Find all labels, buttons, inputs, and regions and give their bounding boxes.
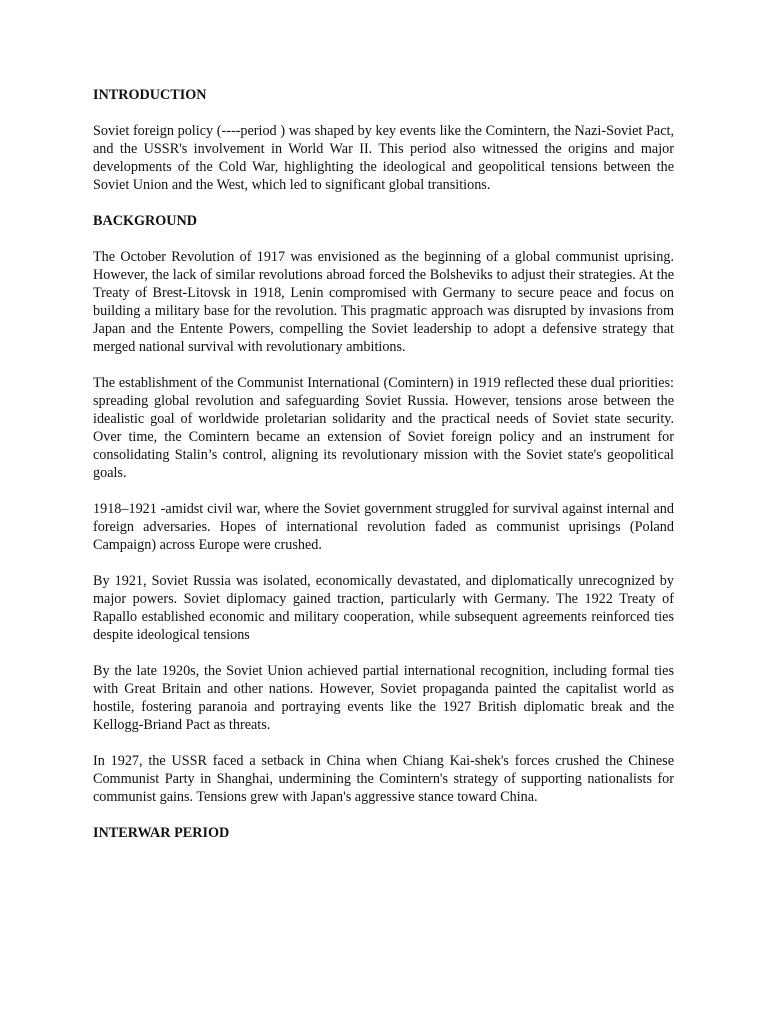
heading-interwar-period: INTERWAR PERIOD (93, 825, 230, 841)
paragraph-october-revolution: The October Revolution of 1917 was envisioned as the beginning of a global communist uprising. However, the lack of similar revolutions abroad forced the Bolsheviks to adjust their strategies. At the Treaty of Brest-Litovsk in 1918, Lenin compromised with Germany to secure peace and focus on building a military base for the revolution. This pragmatic approach was disrupted by invasions from Japan and the Entente Powers, compelling the Soviet leadership to adopt a defensive strategy that merged national survival with revolutionary ambitions. (93, 249, 674, 355)
paragraph-comintern: The establishment of the Communist International (Comintern) in 1919 reflected these dual priorities: spreading global revolution and safeguarding Soviet Russia. However, tensions arose between the idealistic goal of worldwide proletarian solidarity and the practical needs of Soviet state security. Over time, the Comintern became an extension of Soviet foreign policy and an instrument for consolidating Stalin’s control, aligning its revolutionary mission with the Soviet state's geopolitical goals. (93, 375, 674, 481)
paragraph-late-1920s: By the late 1920s, the Soviet Union achieved partial international recognition, including formal ties with Great Britain and other nations. However, Soviet propaganda painted the capitalist world as hostile, fostering paranoia and portraying events like the 1927 British diplomatic break and the Kellogg-Briand Pact as threats. (93, 663, 674, 733)
paragraph-civil-war: 1918–1921 -amidst civil war, where the Soviet government struggled for survival against internal and foreign adversaries. Hopes of international revolution faded as communist uprisings (Poland Campaign) across Europe were crushed. (93, 501, 674, 553)
document-page (93, 86, 674, 860)
heading-background: BACKGROUND (93, 213, 198, 229)
heading-introduction: INTRODUCTION (93, 87, 207, 103)
paragraph-isolation-1921: By 1921, Soviet Russia was isolated, economically devastated, and diplomatically unrecognized by major powers. Soviet diplomacy gained traction, particularly with Germany. The 1922 Treaty of Rapallo established economic and military cooperation, while subsequent agreements reinforced ties despite ideological tensions (93, 573, 674, 643)
paragraph-china-1927: In 1927, the USSR faced a setback in China when Chiang Kai-shek's forces crushed the Chinese Communist Party in Shanghai, undermining the Comintern's strategy of supporting nationalists for communist gains. Tensions grew with Japan's aggressive stance toward China. (93, 753, 674, 805)
paragraph-introduction: Soviet foreign policy (----period ) was shaped by key events like the Comintern, the Nazi-Soviet Pact, and the USSR's involvement in World War II. This period also witnessed the origins and major developments of the Cold War, highlighting the ideological and geopolitical tensions between the Soviet Union and the West, which led to significant global transitions. (93, 123, 674, 193)
